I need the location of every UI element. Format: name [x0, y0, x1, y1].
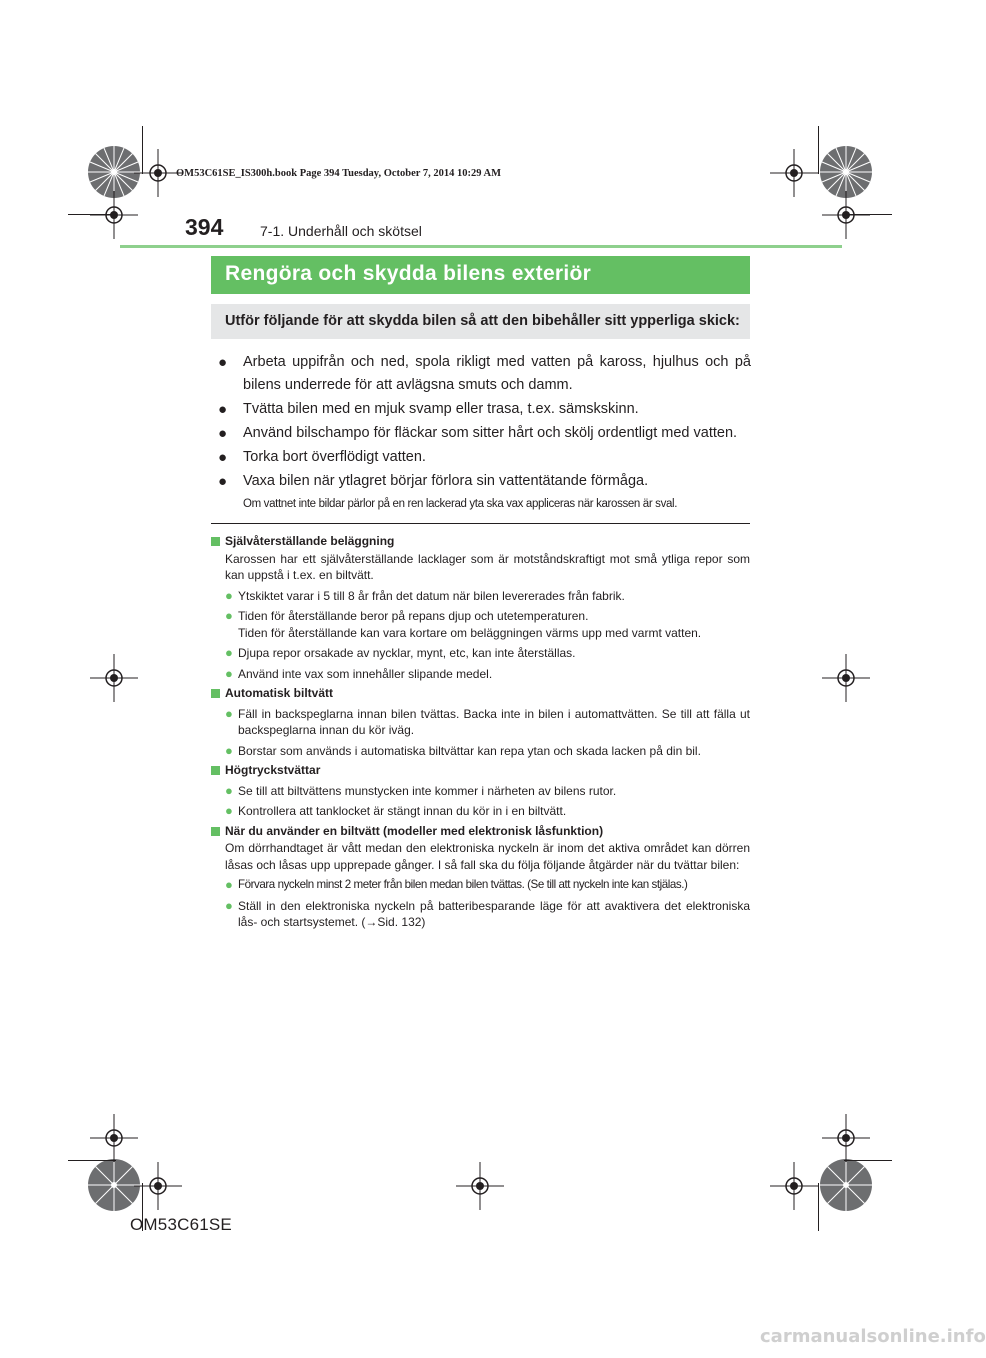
bullet-dot-icon: ●: [225, 803, 233, 818]
list-item: ● Torka bort överflödigt vatten.: [216, 446, 751, 469]
bullet-dot-icon: ●: [225, 665, 233, 681]
bullet-dot-icon: ●: [218, 354, 228, 371]
trim-line: [818, 1183, 819, 1231]
wax-note: Om vattnet inte bildar pärlor på en ren lackerad yta ska vax appliceras när karossen är sval.: [243, 498, 678, 510]
self-healing-section: [211, 533, 750, 682]
registration-crosshair-icon: [822, 1114, 870, 1162]
registration-crosshair-icon: [770, 149, 818, 197]
registration-crosshair-icon: [822, 191, 870, 239]
intro-box: Utför följande för att skydda bilen så att den bibehåller sitt ypperliga skick:: [211, 304, 750, 339]
bullet-dot-icon: ●: [218, 425, 228, 442]
self-healing-body: Karossen har ett självåterställande lacklager som är motståndskraftigt mot små ytliga repor som kan uppstå i t.ex. en biltvätt.: [225, 551, 750, 582]
self-healing-heading: Självåterställande beläggning: [211, 533, 750, 550]
trim-line: [818, 126, 819, 174]
list-item: ● Djupa repor orsakade av nycklar, mynt, etc, kan inte återställas.: [225, 645, 576, 660]
list-item: ● Förvara nyckeln minst 2 meter från bilen medan bilen tvättas. (Se till att nyckeln inte kan stjälas.): [225, 877, 688, 892]
trim-line: [844, 1160, 892, 1161]
electronic-lock-section: [211, 823, 750, 931]
list-item: ● Använd inte vax som innehåller slipande medel.: [225, 665, 493, 681]
automatic-wash-section: [211, 685, 750, 759]
bullet-dot-icon: ●: [225, 705, 233, 721]
section-divider: [211, 523, 750, 524]
square-bullet-icon: [211, 537, 220, 546]
trim-line: [844, 214, 892, 215]
bullet-dot-icon: ●: [225, 645, 233, 660]
list-item: ● Fäll in backspeglarna innan bilen tvättas. Backa inte in bilen i automattvätten. Se till att fälla ut backspeglarna innan du kör iväg.: [225, 705, 750, 737]
care-steps-list: [216, 351, 751, 512]
bullet-dot-icon: ●: [225, 742, 233, 758]
bullet-dot-icon: ●: [225, 897, 233, 913]
registration-crosshair-icon: [90, 654, 138, 702]
document-code: OM53C61SE: [130, 1215, 232, 1234]
square-bullet-icon: [211, 827, 220, 836]
bullet-dot-icon: ●: [218, 473, 228, 490]
list-item: ● Använd bilschampo för fläckar som sitter hårt och skölj ordentligt med vatten.: [216, 422, 751, 445]
trim-line: [142, 126, 143, 174]
registration-rosette-icon: [818, 1157, 874, 1213]
list-item: ● Ställ in den elektroniska nyckeln på batteribesparande läge för att avaktivera det elektroniska lås- och startsystemet. (→Sid. 132): [225, 897, 750, 929]
registration-crosshair-icon: [90, 191, 138, 239]
header-rule: [120, 245, 842, 248]
registration-crosshair-icon: [456, 1162, 504, 1210]
list-item: ● Tvätta bilen med en mjuk svamp eller trasa, t.ex. sämskskinn.: [216, 398, 751, 421]
list-item: ● Borstar som används i automatiska biltvättar kan repa ytan och skada lacken på din bil.: [225, 742, 701, 758]
bullet-dot-icon: ●: [225, 782, 233, 798]
high-pressure-heading: Högtryckstvättar: [211, 762, 750, 779]
electronic-lock-heading: När du använder en biltvätt (modeller med elektronisk låsfunktion): [211, 823, 750, 840]
bullet-dot-icon: ●: [225, 877, 233, 892]
bullet-dot-icon: ●: [225, 608, 233, 623]
chapter-title: 7-1. Underhåll och skötsel: [260, 223, 422, 239]
bullet-dot-icon: ●: [218, 401, 228, 418]
square-bullet-icon: [211, 766, 220, 775]
registration-crosshair-icon: [770, 1162, 818, 1210]
bullet-dot-icon: ●: [225, 587, 233, 603]
book-info-slug: OM53C61SE_IS300h.book Page 394 Tuesday, October 7, 2014 10:29 AM: [176, 168, 502, 179]
list-item: ● Se till att biltvättens munstycken inte kommer i närheten av bilens rutor.: [225, 782, 617, 798]
list-item: ● Arbeta uppifrån och ned, spola rikligt med vatten på kaross, hjulhus och på bilens underrede för att avlägsna smuts och damm.: [216, 351, 751, 397]
details-block: [211, 533, 750, 934]
list-item: ● Vaxa bilen när ytlagret börjar förlora sin vattentätande förmåga.: [216, 470, 751, 493]
bullet-dot-icon: ●: [218, 449, 228, 466]
electronic-lock-body: Om dörrhandtaget är vått medan den elektroniska nyckeln är inom det aktiva området kan dörren låsas och låsas upp upprepade gånger. I så fall ska du följa följande åtgärder när du tvättar bilen:: [225, 841, 750, 872]
list-item: ● Tiden för återställande beror på repans djup och utetemperaturen. Tiden för återställande kan vara kortare om beläggningen värms upp med varmt vatten.: [225, 608, 702, 640]
page-reference-link[interactable]: (→Sid. 132): [361, 915, 426, 929]
page-number: 394: [185, 214, 224, 240]
list-item: ● Ytskiktet varar i 5 till 8 år från det datum när bilen levererades från fabrik.: [225, 587, 625, 603]
high-pressure-section: [211, 762, 750, 820]
section-title: Rengöra och skydda bilens exteriör: [211, 256, 750, 294]
registration-crosshair-icon: [822, 654, 870, 702]
square-bullet-icon: [211, 689, 220, 698]
site-watermark: carmanualsonline.info: [760, 1326, 986, 1347]
trim-line: [68, 214, 116, 215]
registration-crosshair-icon: [90, 1114, 138, 1162]
trim-line: [68, 1160, 116, 1161]
automatic-wash-heading: Automatisk biltvätt: [211, 685, 750, 702]
list-item: ● Kontrollera att tanklocket är stängt innan du kör in i en biltvätt.: [225, 803, 567, 818]
